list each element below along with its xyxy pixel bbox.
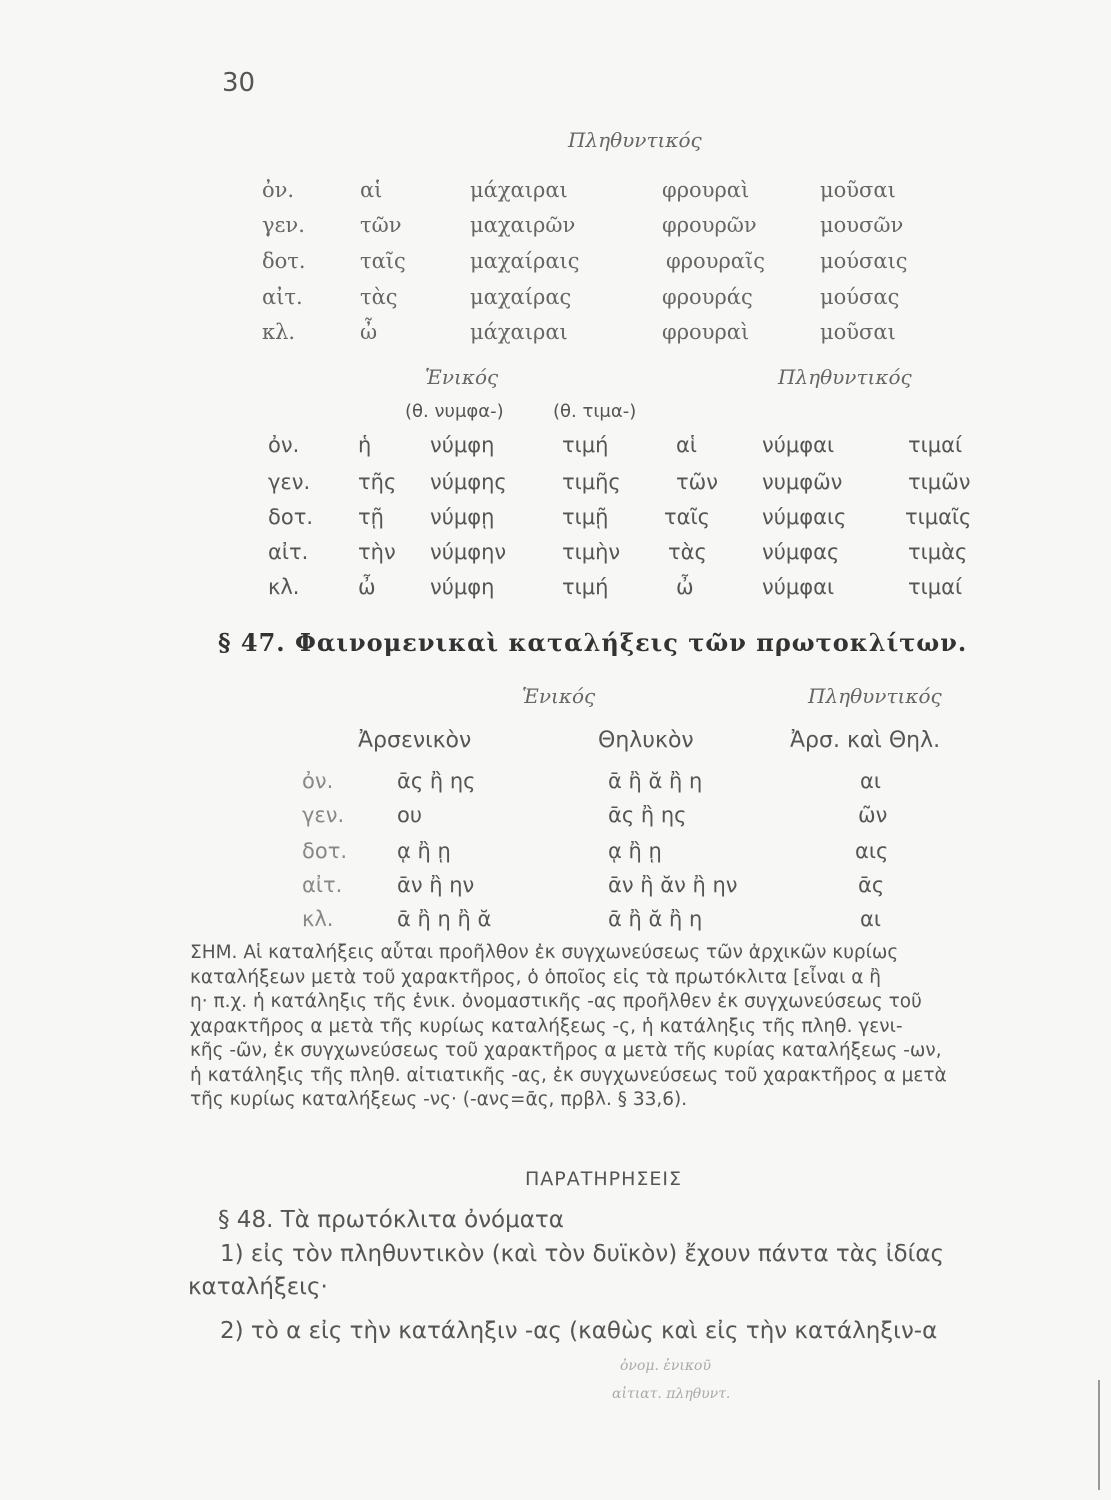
- case-label: γεν.: [302, 803, 345, 827]
- ending-masculine: ου: [397, 803, 422, 827]
- ending-plural: ᾱς: [858, 873, 885, 897]
- note-line: ἡ κατάληξις τῆς πληθ. αἰτιατικῆς -ας, ἐκ συγχωνεύσεως τοῦ χαρακτῆρος α μετὰ: [190, 1064, 947, 1086]
- ending-masculine: ᾳ ἢ ῃ: [397, 839, 451, 863]
- ending-masculine: ᾱ ἢ η ἢ ᾰ: [397, 907, 492, 931]
- word-timi-singular: τιμῇ: [562, 505, 609, 529]
- word-froura: φρουράς: [662, 285, 753, 309]
- ending-masculine: ᾱς ἢ ης: [397, 769, 476, 793]
- word-timi-plural: τιμαί: [908, 433, 963, 457]
- handwritten-note-line: αἰτιατ. πληθυντ.: [612, 1386, 731, 1402]
- word-timi-plural: τιμῶν: [908, 470, 971, 494]
- column-feminine: Θηλυκὸν: [598, 728, 694, 753]
- table1-heading: Πληθυντικός: [568, 128, 702, 152]
- word-timi-singular: τιμή: [562, 575, 609, 599]
- case-label: γεν.: [262, 213, 305, 237]
- note-line: η· π.χ. ἡ κατάληξις τῆς ἑνικ. ὀνομαστικῆς -ας προῆλθεν ἐκ συγχωνεύσεως τοῦ: [190, 991, 922, 1012]
- case-label: ὀν.: [268, 433, 300, 457]
- word-nymfi-plural: νύμφας: [762, 540, 840, 564]
- word-mousa: μούσαις: [820, 249, 908, 273]
- section-48-line: καταλήξεις·: [188, 1274, 328, 1300]
- article-plural: αἱ: [676, 433, 697, 457]
- word-nymfi-plural: νύμφαι: [762, 433, 835, 457]
- word-mousa: μούσας: [820, 285, 900, 309]
- case-label: δοτ.: [302, 839, 348, 863]
- word-timi-plural: τιμαί: [908, 575, 963, 599]
- article-singular: τῆς: [358, 470, 397, 494]
- word-machaira: μαχαιρῶν: [470, 213, 576, 237]
- page-edge-mark: [1098, 1380, 1100, 1490]
- ending-plural: αι: [860, 769, 881, 793]
- ending-feminine: ᾱς ἢ ης: [608, 803, 687, 827]
- word-machaira: μαχαίρας: [470, 285, 572, 309]
- case-label: κλ.: [268, 575, 300, 599]
- word-nymfi-singular: νύμφη: [430, 433, 495, 457]
- word-nymfi-singular: νύμφης: [430, 470, 507, 494]
- word-machaira: μαχαίραις: [470, 249, 580, 273]
- ending-feminine: ᾳ ἢ ῃ: [608, 839, 662, 863]
- word-nymfi-singular: νύμφη: [430, 575, 495, 599]
- table2-heading-plural: Πληθυντικός: [778, 365, 912, 389]
- article-plural: ταῖς: [664, 505, 710, 529]
- case-label: κλ.: [302, 907, 334, 931]
- article-singular: τῇ: [358, 505, 384, 529]
- page-number: 30: [222, 68, 256, 98]
- note-line: κῆς -ῶν, ἐκ συγχωνεύσεως τοῦ χαρακτῆρος α μετὰ τῆς κυρίας καταλήξεως -ων,: [190, 1040, 942, 1061]
- ending-masculine: ᾱν ἢ ην: [397, 873, 475, 897]
- ending-plural: αι: [860, 907, 881, 931]
- case-label: αἰτ.: [262, 285, 303, 309]
- section47-heading-plural: Πληθυντικός: [808, 684, 942, 708]
- word-timi-singular: τιμή: [562, 433, 609, 457]
- section-48-heading: § 48. Τὰ πρωτόκλιτα ὀνόματα: [218, 1207, 564, 1233]
- section-47-title: § 47. Φαινομενικαὶ καταλήξεις τῶν πρωτοκλίτων.: [218, 628, 968, 657]
- observations-title: ΠΑΡΑΤΗΡΗΣΕΙΣ: [525, 1168, 682, 1190]
- ending-feminine: ᾱ ἢ ᾰ ἢ η: [608, 907, 703, 931]
- case-label: ὀν.: [262, 178, 295, 202]
- word-mousa: μουσῶν: [820, 213, 904, 237]
- word-nymfi-plural: νυμφῶν: [762, 470, 843, 494]
- word-froura: φρουρῶν: [662, 213, 757, 237]
- article: ὦ: [360, 320, 378, 344]
- case-label: αἰτ.: [302, 873, 343, 897]
- case-label: δοτ.: [268, 505, 314, 529]
- word-timi-plural: τιμαῖς: [905, 505, 972, 529]
- article-singular: τὴν: [358, 540, 396, 564]
- article-plural: τὰς: [668, 540, 707, 564]
- article-plural: ὦ: [676, 575, 694, 599]
- ending-feminine: ᾱν ἢ ᾰν ἢ ην: [608, 873, 738, 897]
- article: τῶν: [360, 213, 402, 237]
- word-timi-singular: τιμὴν: [562, 540, 621, 564]
- stem-tima: (θ. τιμα-): [553, 401, 637, 422]
- column-plural: Ἀρσ. καὶ Θηλ.: [790, 728, 941, 753]
- table2-heading-singular: Ἑνικός: [425, 365, 499, 389]
- word-nymfi-plural: νύμφαις: [762, 505, 847, 529]
- section47-heading-singular: Ἑνικός: [522, 684, 596, 708]
- article: αἱ: [360, 178, 383, 202]
- section-48-line: 2) τὸ α εἰς τὴν κατάληξιν -ας (καθὼς καὶ εἰς τὴν κατάληξιν-α: [220, 1318, 938, 1344]
- ending-plural: ῶν: [858, 803, 888, 827]
- case-label: γεν.: [268, 470, 311, 494]
- note-paragraph: [190, 941, 1040, 1113]
- article: ταῖς: [360, 249, 406, 273]
- word-froura: φρουραὶ: [662, 178, 750, 202]
- note-line: χαρακτῆρος α μετὰ τῆς κυρίως καταλήξεως -ς, ἡ κατάληξις τῆς πληθ. γενι-: [190, 1015, 903, 1037]
- word-mousa: μοῦσαι: [820, 320, 896, 344]
- word-mousa: μοῦσαι: [820, 178, 896, 202]
- word-froura: φρουραὶ: [662, 320, 750, 344]
- case-label: κλ.: [262, 320, 296, 344]
- article-singular: ἡ: [358, 433, 372, 457]
- section-48-line: 1) εἰς τὸν πληθυντικὸν (καὶ τὸν δυϊκὸν) ἔχουν πάντα τὰς ἰδίας: [220, 1241, 945, 1267]
- article-plural: τῶν: [676, 470, 718, 494]
- ending-plural: αις: [855, 839, 889, 863]
- article: τὰς: [360, 285, 398, 309]
- word-froura: φρουραῖς: [666, 249, 765, 273]
- note-line: ΣΗΜ. Αἱ καταλήξεις αὗται προῆλθον ἐκ συγχωνεύσεως τῶν ἀρχικῶν κυρίως: [190, 942, 899, 963]
- case-label: αἰτ.: [268, 540, 309, 564]
- case-label: δοτ.: [262, 249, 306, 273]
- word-timi-singular: τιμῆς: [562, 470, 621, 494]
- article-singular: ὦ: [358, 575, 376, 599]
- stem-nymfa: (θ. νυμφα-): [405, 401, 504, 422]
- column-masculine: Ἀρσενικὸν: [358, 728, 472, 753]
- word-machaira: μάχαιραι: [470, 178, 568, 202]
- note-line: τῆς κυρίως καταλήξεως -νς· (-ανς=ᾱς, πρβλ. § 33,6).: [190, 1089, 688, 1110]
- word-timi-plural: τιμὰς: [908, 540, 968, 564]
- handwritten-note-line: ὀνομ. ἑνικοῦ: [620, 1358, 711, 1374]
- note-line: καταλήξεων μετὰ τοῦ χαρακτῆρος, ὁ ὁποῖος εἰς τὰ πρωτόκλιτα [εἶναι α ἢ: [190, 966, 882, 988]
- case-label: ὀν.: [302, 769, 334, 793]
- word-nymfi-singular: νύμφην: [430, 540, 507, 564]
- word-nymfi-singular: νύμφῃ: [430, 505, 495, 529]
- ending-feminine: ᾱ ἢ ᾰ ἢ η: [608, 769, 703, 793]
- word-nymfi-plural: νύμφαι: [762, 575, 835, 599]
- word-machaira: μάχαιραι: [470, 320, 568, 344]
